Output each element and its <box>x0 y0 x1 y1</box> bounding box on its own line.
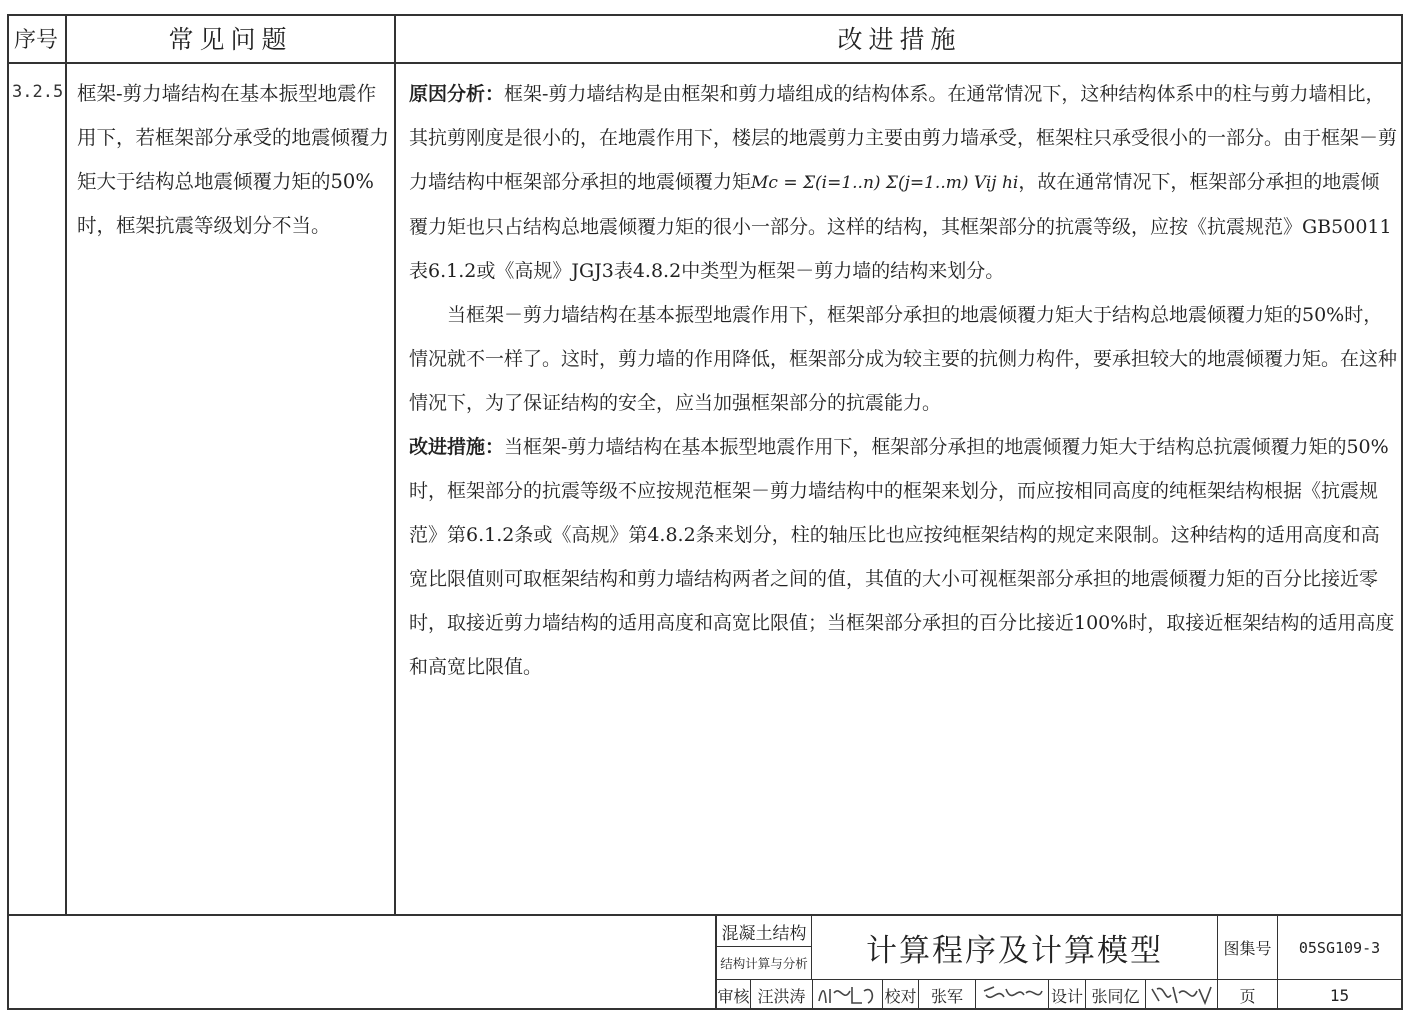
header-problem: 常见问题 <box>168 25 293 54</box>
problem-column-divider <box>394 14 396 916</box>
row-seq: 3.2.5 <box>12 82 64 102</box>
cause-paragraph <box>409 72 1397 293</box>
cause-text-b: ，故在通常情况下，框架部分承担的地震倾覆力矩也只占结构总地震倾覆力矩的很小一部分。这样的结构，其框架部分的抗震等级，应按《抗震规范》GB50011表6.1.2或《高规》JGJ3表4.8.2中类型为框架－剪力墙的结构来划分。 <box>409 171 1392 282</box>
tb-category: 混凝土结构 <box>721 923 807 944</box>
cause-paragraph-2: 当框架－剪力墙结构在基本振型地震作用下，框架部分承担的地震倾覆力矩大于结构总地震倾覆力矩的50%时，情况就不一样了。这时，剪力墙的作用降低，框架部分成为较主要的抗侧力构件，要承担较大的地震倾覆力矩。在这种情况下，为了保证结构的安全，应当加强框架部分的抗震能力。 <box>409 304 1398 414</box>
tb-design-signature <box>1146 980 1217 1010</box>
seq-column-divider <box>65 14 67 916</box>
header-measure: 改进措施 <box>837 25 962 54</box>
signature-image <box>980 983 1044 1007</box>
header-divider <box>7 62 1403 64</box>
tb-review-label: 审核 <box>717 986 750 1006</box>
measures-cell <box>409 72 1397 689</box>
measure-text: 当框架-剪力墙结构在基本振型地震作用下，框架部分承担的地震倾覆力矩大于结构总抗震倾覆力矩的50%时，框架部分的抗震等级不应按规范框架－剪力墙结构中的框架来划分，而应按相同高度的纯框架结构根据《抗震规范》第6.1.2条或《高规》第4.8.2条来划分，柱的轴压比也应按纯框架结构的规定来限制。这种结构的适用高度和高宽比限值则可取框架结构和剪力墙结构两者之间的值，其值的大小可视框架部分承担的地震倾覆力矩的百分比接近零时，取接近剪力墙结构的适用高度和高宽比限值；当框架部分承担的百分比接近100%时，取接近框架结构的适用高度和高宽比限值。 <box>409 436 1395 678</box>
tb-page-label: 页 <box>1239 986 1256 1006</box>
tb-checker: 张军 <box>930 986 963 1006</box>
tb-check-signature <box>976 980 1048 1010</box>
tb-reviewer: 汪洪涛 <box>757 986 806 1006</box>
tb-atlas-label: 图集号 <box>1223 939 1272 958</box>
tb-check-label: 校对 <box>884 986 917 1006</box>
tb-subcategory: 结构计算与分析 <box>720 956 808 971</box>
header-seq: 序号 <box>13 27 58 53</box>
tb-page-no: 15 <box>1329 985 1350 1005</box>
signature-image <box>816 983 880 1007</box>
cause-label: 原因分析： <box>409 83 505 105</box>
tb-designer: 张同亿 <box>1091 986 1140 1006</box>
measure-paragraph <box>409 425 1397 689</box>
moment-formula: Mc = Σ(i=1..n) Σ(j=1..m) Vij hi <box>751 173 1019 193</box>
tb-design-label: 设计 <box>1050 986 1083 1006</box>
problem-text: 框架-剪力墙结构在基本振型地震作用下，若框架部分承受的地震倾覆力矩大于结构总地震倾覆力矩的50%时，框架抗震等级划分不当。 <box>77 82 390 237</box>
measure-label: 改进措施： <box>409 436 505 458</box>
tb-atlas-no: 05SG109-3 <box>1298 938 1381 957</box>
signature-image <box>1149 983 1215 1007</box>
cause-text-a: 框架-剪力墙结构是由框架和剪力墙组成的结构体系。在通常情况下，这种结构体系中的柱与剪力墙相比，其抗剪刚度是很小的，在地震作用下，楼层的地震剪力主要由剪力墙承受，框架柱只承受很小的一部分。由于框架－剪力墙结构中框架部分承担的地震倾覆力矩 <box>409 83 1398 193</box>
tb-title: 计算程序及计算模型 <box>866 933 1163 969</box>
tb-review-signature <box>813 980 882 1010</box>
